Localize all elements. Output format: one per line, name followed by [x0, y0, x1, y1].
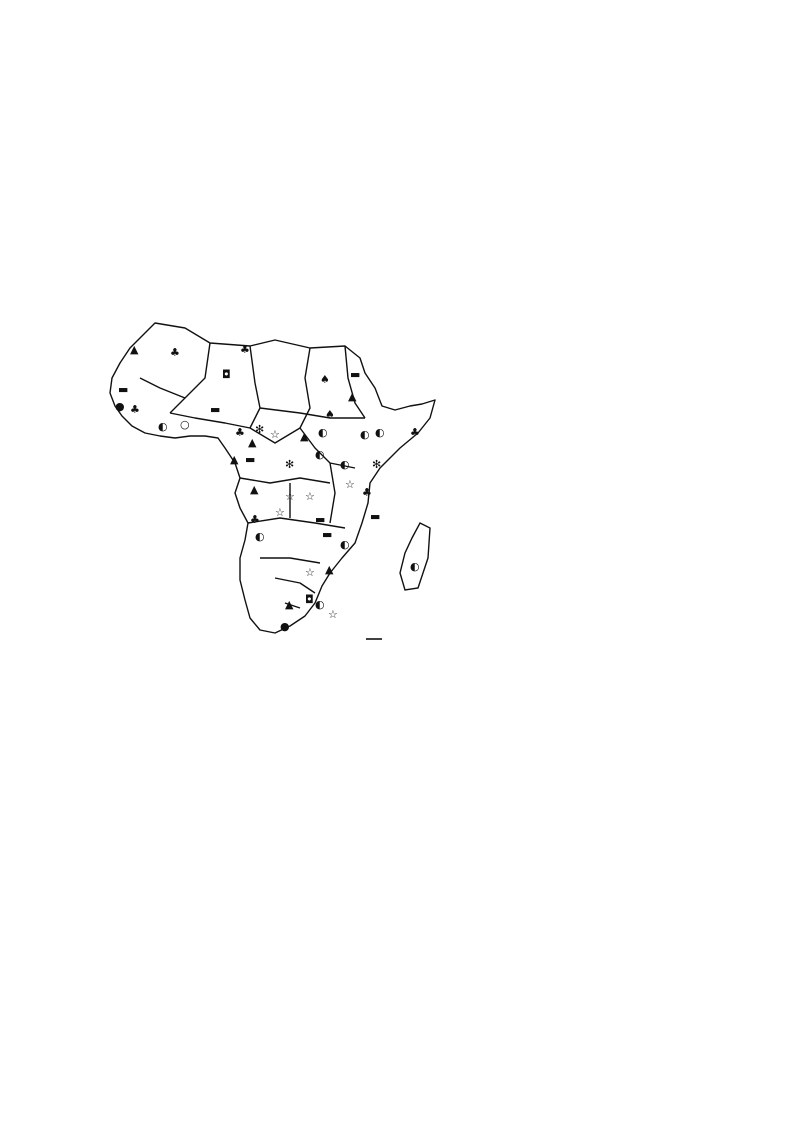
- svg-text:♠: ♠: [325, 408, 335, 421]
- svg-text:▬: ▬: [210, 403, 221, 416]
- svg-text:♠: ♠: [320, 373, 330, 386]
- svg-text:◐: ◐: [360, 428, 370, 441]
- svg-text:▲: ▲: [248, 436, 257, 449]
- svg-text:◐: ◐: [375, 426, 385, 439]
- svg-text:▲: ▲: [230, 453, 239, 466]
- svg-text:☆: ☆: [275, 506, 285, 519]
- africa-map-drawing: [100, 318, 450, 658]
- svg-text:▲: ▲: [285, 598, 294, 611]
- svg-text:◘: ◘: [222, 368, 231, 381]
- africa-map: [100, 318, 450, 662]
- svg-text:◐: ◐: [315, 598, 325, 611]
- svg-text:▲: ▲: [348, 390, 357, 403]
- svg-text:◐: ◐: [340, 538, 350, 551]
- svg-text:●: ●: [115, 400, 125, 413]
- svg-text:◐: ◐: [318, 426, 328, 439]
- svg-text:☆: ☆: [270, 428, 280, 441]
- svg-text:◐: ◐: [315, 448, 325, 461]
- svg-text:♣: ♣: [410, 426, 420, 439]
- svg-text:◐: ◐: [340, 458, 350, 471]
- svg-text:☆: ☆: [345, 478, 355, 491]
- svg-text:✻: ✻: [255, 423, 265, 436]
- svg-text:▲: ▲: [250, 483, 259, 496]
- svg-text:♣: ♣: [170, 346, 180, 359]
- svg-text:♣: ♣: [362, 486, 372, 499]
- svg-text:☆: ☆: [328, 608, 338, 621]
- svg-text:●: ●: [280, 620, 290, 633]
- svg-text:♣: ♣: [235, 426, 245, 439]
- export-structure-chart: [98, 712, 478, 886]
- svg-text:◐: ◐: [158, 420, 168, 433]
- svg-text:☆: ☆: [285, 490, 295, 503]
- svg-text:☆: ☆: [305, 490, 315, 503]
- svg-text:▬: ▬: [322, 528, 333, 541]
- svg-text:♣: ♣: [250, 513, 260, 526]
- svg-text:✻: ✻: [372, 458, 382, 471]
- svg-text:♣: ♣: [130, 403, 140, 416]
- svg-text:◘: ◘: [305, 593, 314, 606]
- svg-text:▬: ▬: [245, 453, 256, 466]
- svg-text:▲: ▲: [325, 563, 334, 576]
- svg-text:◐: ◐: [410, 560, 420, 573]
- svg-text:▬: ▬: [118, 383, 129, 396]
- svg-text:◐: ◐: [255, 530, 265, 543]
- continent-outline: [110, 323, 435, 633]
- svg-text:▬: ▬: [350, 368, 361, 381]
- svg-text:▲: ▲: [300, 430, 309, 443]
- svg-text:✻: ✻: [285, 458, 295, 471]
- svg-text:▲: ▲: [130, 343, 139, 356]
- chart-svg: [98, 712, 478, 882]
- svg-text:○: ○: [180, 418, 190, 431]
- svg-text:▬: ▬: [315, 513, 326, 526]
- svg-text:▬: ▬: [370, 510, 381, 523]
- madagascar-outline: [400, 523, 430, 590]
- svg-text:☆: ☆: [305, 566, 315, 579]
- svg-text:♣: ♣: [240, 343, 250, 356]
